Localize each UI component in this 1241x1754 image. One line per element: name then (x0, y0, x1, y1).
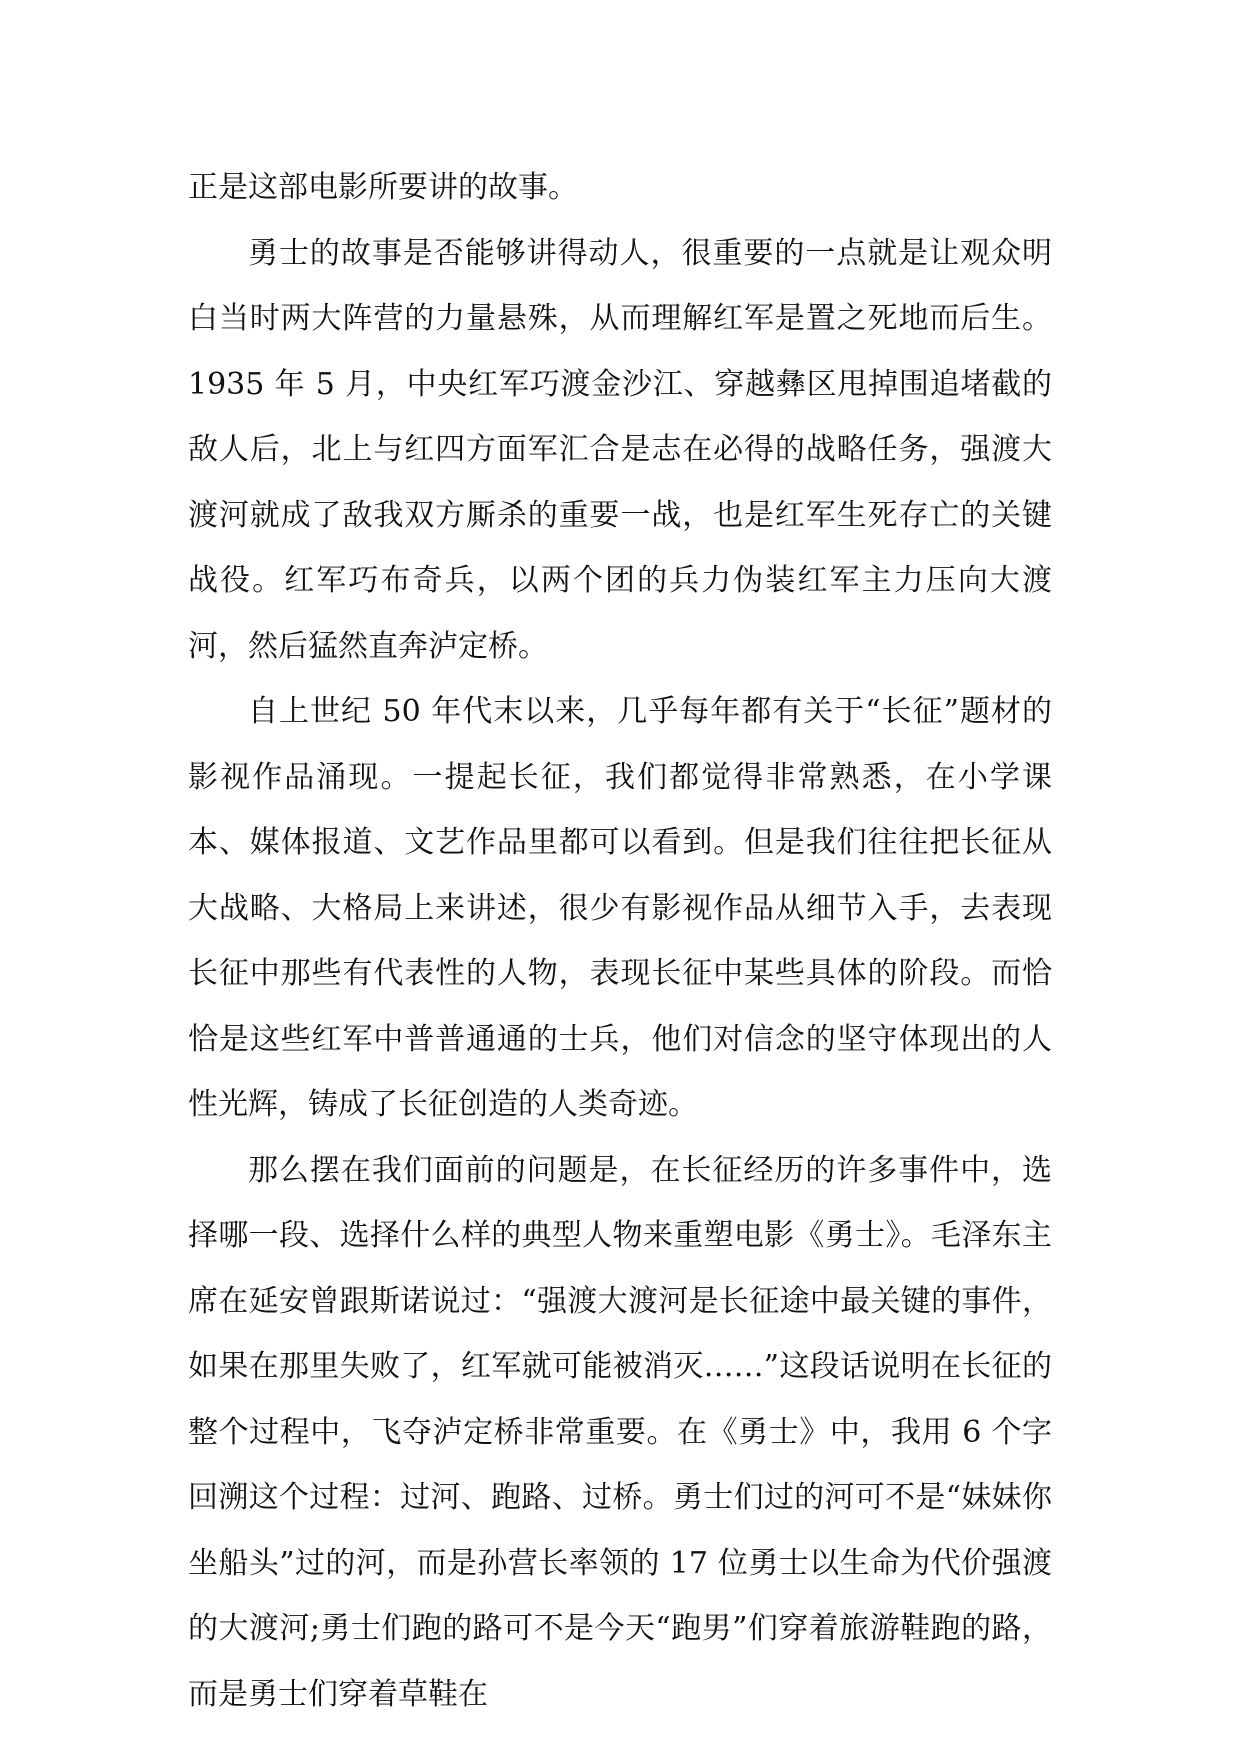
paragraph-continued: 正是这部电影所要讲的故事。 (188, 170, 578, 205)
body-text (188, 155, 1052, 1727)
paragraph-warrior-story: 勇士的故事是否能够讲得动人，很重要的一点就是让观众明白当时两大阵营的力量悬殊，从而理解红军是置之死地而后生。1935 年 5 月，中央红军巧渡金沙江、穿越彝区甩掉围追堵截的敌人后，北上与红四方面军汇合是志在必得的战略任务，强渡大渡河就成了敌我双方厮杀的重要一战，也是红军生死存亡的关键战役。红军巧布奇兵，以两个团的兵力伪装红军主力压向大渡河，然后猛然直奔泸定桥。 (188, 235, 1052, 664)
paragraph-long-march-works: 自上世纪 50 年代末以来，几乎每年都有关于“长征”题材的影视作品涌现。一提起长征，我们都觉得非常熟悉，在小学课本、媒体报道、文艺作品里都可以看到。但是我们往往把长征从大战略、大格局上来讲述，很少有影视作品从细节入手，去表现长征中那些有代表性的人物，表现长征中某些具体的阶段。而恰恰是这些红军中普普通通的士兵，他们对信念的坚守体现出的人性光辉，铸成了长征创造的人类奇迹。 (188, 694, 1052, 1122)
paragraph-choice-of-episode: 那么摆在我们面前的问题是，在长征经历的许多事件中，选择哪一段、选择什么样的典型人物来重塑电影《勇士》。毛泽东主席在延安曾跟斯诺说过：“强渡大渡河是长征途中最关键的事件，如果在那里失败了，红军就可能被消灭……”这段话说明在长征的整个过程中，飞夺泸定桥非常重要。在《勇士》中，我用 6 个字回溯这个过程：过河、跑路、过桥。勇士们过的河可不是“妹妹你坐船头”过的河，而是孙营长率领的 17 位勇士以生命为代价强渡的大渡河;勇士们跑的路可不是今天“跑男”们穿着旅游鞋跑的路，而是勇士们穿着草鞋在 (188, 1152, 1052, 1712)
